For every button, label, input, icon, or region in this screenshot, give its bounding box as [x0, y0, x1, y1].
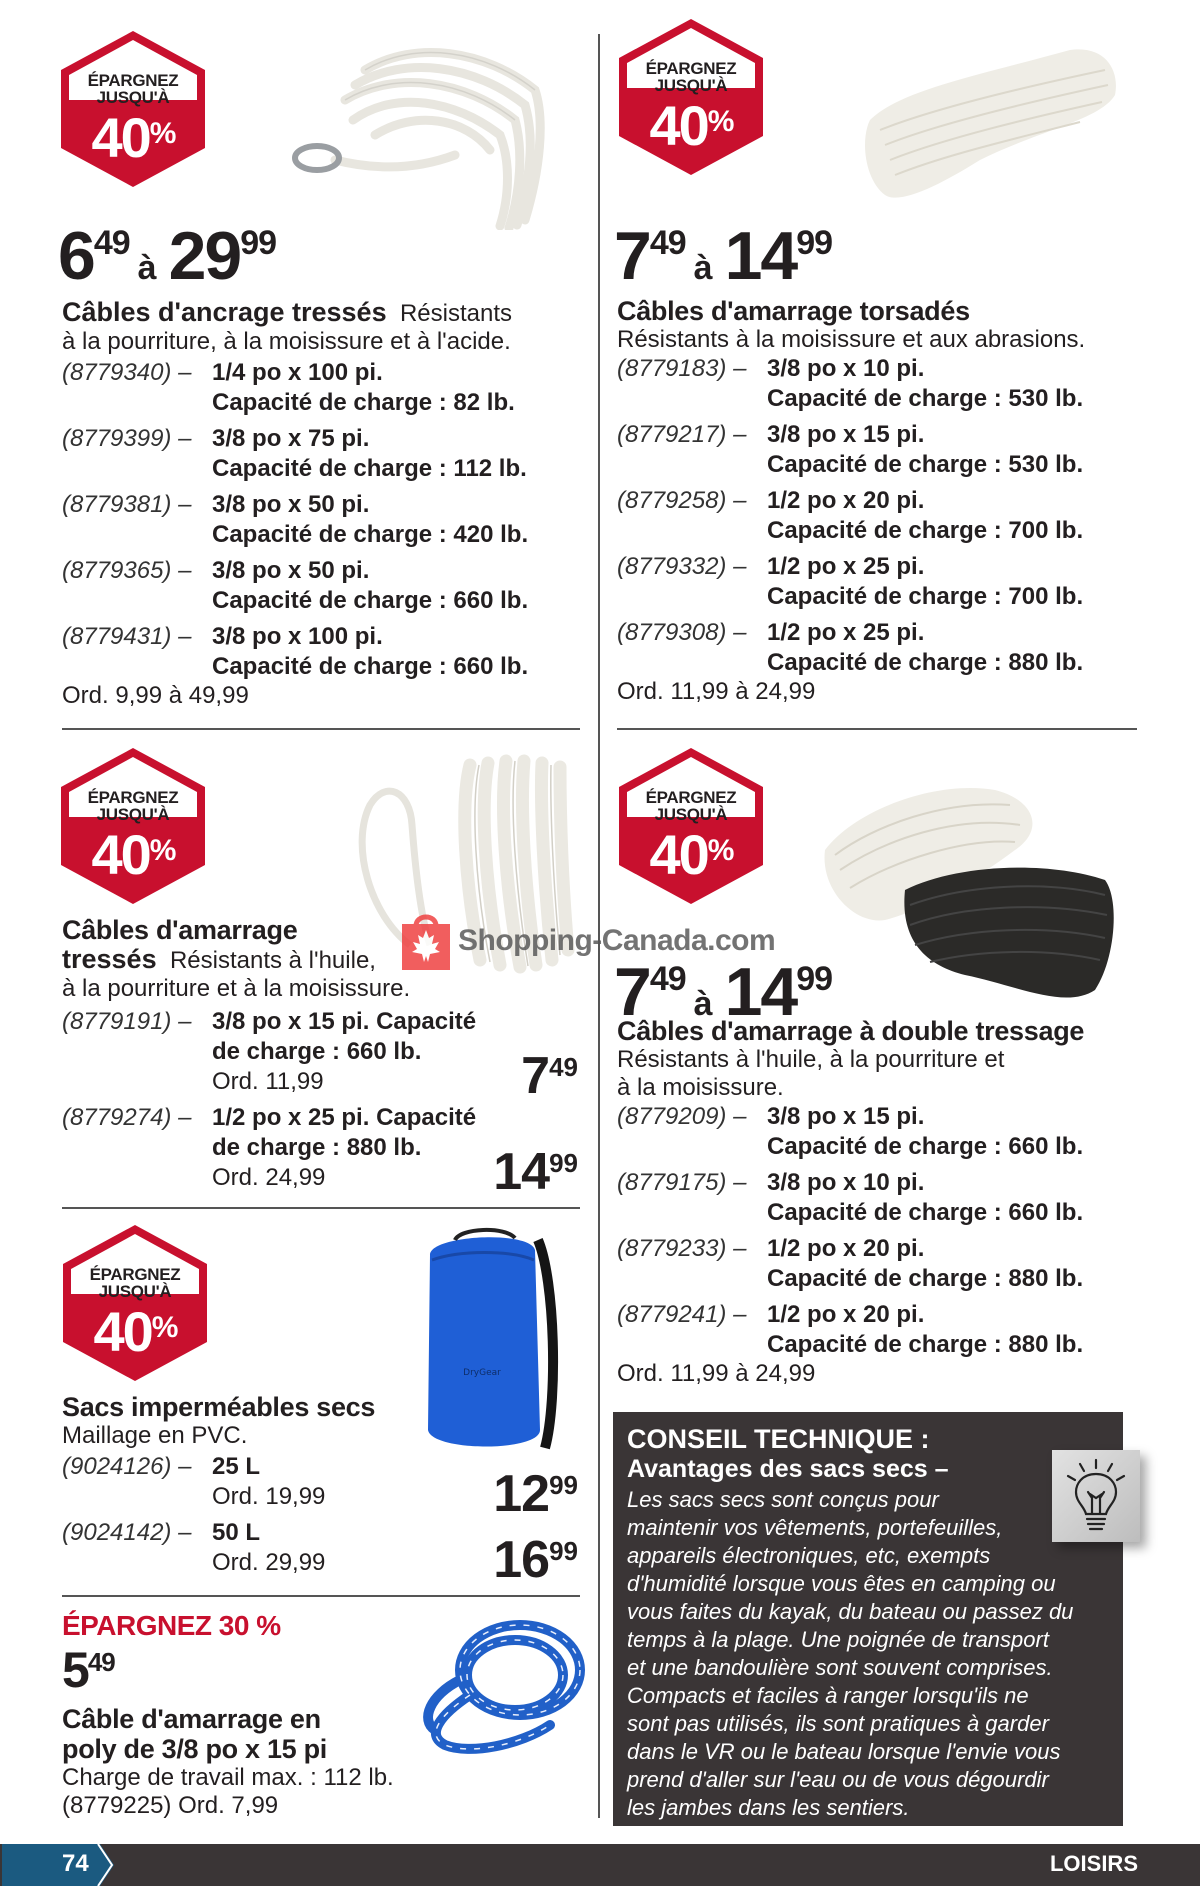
regular-price: Ord. 11,99 à 24,99	[617, 678, 816, 705]
product-title: Câble d'amarrage en	[62, 1704, 321, 1734]
maple-leaf-bag-icon	[400, 910, 452, 972]
badge-line1: ÉPARGNEZ	[87, 788, 179, 807]
shopping-canada-watermark	[400, 910, 775, 972]
variant-price	[521, 1047, 578, 1105]
price-cents: 49	[87, 1647, 115, 1677]
price-cents: 99	[549, 1536, 578, 1566]
badge-line2: JUSQU'À	[96, 88, 170, 107]
variant-spec: 3/8 po x 50 pi.	[212, 491, 370, 518]
page-number-tab	[2, 1844, 114, 1886]
variant-row	[617, 618, 1147, 678]
price-cents: 99	[549, 1470, 578, 1500]
badge-percent-sign: %	[149, 834, 175, 867]
variant-spec: 3/8 po x 50 pi.	[212, 557, 370, 584]
anchor-rope-image	[285, 30, 550, 230]
product-title: Câbles d'amarrage à double tressage	[617, 1016, 1085, 1046]
badge-percent: 40	[93, 1300, 152, 1363]
variant-capacity: Capacité de charge : 880 lb.	[767, 1331, 1084, 1358]
variant-capacity: Capacité de charge : 880 lb.	[767, 1265, 1084, 1292]
section-divider	[62, 1207, 580, 1209]
tip-line: sont pas utilisés, ils sont pratiques à garder	[627, 1711, 1049, 1736]
badge-percent-sign: %	[149, 117, 175, 150]
price-int: 12	[493, 1465, 550, 1523]
tip-heading: CONSEIL TECHNIQUE :	[627, 1424, 930, 1454]
badge-percent: 40	[91, 823, 150, 886]
variant-spec: 1/2 po x 20 pi.	[767, 1235, 925, 1262]
variant-row	[62, 1007, 582, 1097]
product-desc-line2: à la moisissure.	[617, 1074, 784, 1101]
price-cents: 99	[549, 1148, 578, 1178]
variant-sku: (8779399) –	[62, 425, 192, 452]
variant-capacity: Capacité de charge : 660 lb.	[767, 1133, 1084, 1160]
badge-line1: ÉPARGNEZ	[89, 1265, 181, 1284]
variant-capacity: Capacité de charge : 82 lb.	[212, 389, 515, 416]
variant-row	[617, 1168, 1147, 1228]
price-from-int: 6	[58, 218, 94, 294]
double-braid-rope-image	[815, 770, 1125, 1010]
price-from-cents: 49	[93, 224, 130, 262]
variant-sku: (8779217) –	[617, 421, 747, 448]
bag-brand-text: DryGear	[463, 1368, 501, 1378]
variant-capacity: Capacité de charge : 112 lb.	[212, 455, 527, 482]
regular-price: Ord. 11,99 à 24,99	[617, 1360, 816, 1387]
tip-line: Compacts et faciles à ranger lorsqu'ils ne	[627, 1683, 1029, 1708]
page-number: 74	[62, 1850, 89, 1877]
product-desc: Résistants à la moisissure et aux abrasions.	[617, 326, 1086, 353]
variant-regular-price: Ord. 19,99	[212, 1483, 326, 1510]
product-desc-line2: à la pourriture, à la moisissure et à l'acide.	[62, 328, 511, 355]
badge-percent-sign: %	[151, 1311, 177, 1344]
badge-line1: ÉPARGNEZ	[87, 71, 179, 90]
price-to-int: 14	[724, 954, 797, 1030]
badge-percent: 40	[649, 823, 708, 886]
section-name: LOISIRS	[1049, 1851, 1138, 1876]
price-from-cents: 49	[649, 960, 686, 998]
regular-price: Ord. 9,99 à 49,99	[62, 682, 249, 709]
variant-row	[617, 420, 1147, 480]
variant-sku: (8779381) –	[62, 491, 192, 518]
badge-line1: ÉPARGNEZ	[645, 59, 737, 78]
badge-percent-sign: %	[707, 105, 733, 138]
price-int: 5	[62, 1642, 88, 1698]
variant-price	[493, 1465, 578, 1523]
price-int: 16	[493, 1531, 550, 1589]
variant-row	[62, 490, 582, 550]
variant-row	[617, 354, 1147, 414]
variant-row	[617, 1300, 1147, 1360]
product-desc: Résistants à l'huile,	[169, 947, 376, 974]
variant-row	[617, 1234, 1147, 1294]
variant-sku: (8779308) –	[617, 619, 747, 646]
variant-row	[617, 1102, 1147, 1162]
variant-spec: 1/4 po x 100 pi.	[212, 359, 383, 386]
price-range	[614, 218, 833, 294]
variant-spec: 3/8 po x 15 pi.	[767, 421, 925, 448]
tip-line: les jambes dans les sentiers.	[627, 1795, 910, 1820]
product-title: Câbles d'amarrage	[62, 915, 298, 945]
variant-capacity: Capacité de charge : 700 lb.	[767, 583, 1084, 610]
price-int: 7	[521, 1047, 550, 1105]
tech-tip-box	[613, 1412, 1123, 1826]
variant-sku: (8779431) –	[62, 623, 192, 650]
variant-sku: (9024126) –	[62, 1453, 192, 1480]
price-from-cents: 49	[649, 224, 686, 262]
variant-spec: 1/2 po x 25 pi.	[767, 619, 925, 646]
variant-capacity: Capacité de charge : 530 lb.	[767, 451, 1084, 478]
price-cents: 49	[549, 1052, 578, 1082]
tip-line: d'humidité lorsque vous êtes en camping ou	[627, 1571, 1056, 1596]
badge-percent: 40	[649, 94, 708, 157]
variant-capacity: Capacité de charge : 660 lb.	[212, 653, 529, 680]
variant-row	[62, 622, 582, 682]
badge-percent: 40	[91, 106, 150, 169]
product-desc: Maillage en PVC.	[62, 1422, 248, 1449]
product-title: Câbles d'ancrage tressés	[62, 297, 387, 327]
badge-line2: JUSQU'À	[96, 805, 170, 824]
lightbulb-icon	[1052, 1450, 1140, 1542]
variant-spec: 25 L	[212, 1453, 261, 1480]
variant-sku: (8779332) –	[617, 553, 747, 580]
variant-spec: 3/8 po x 10 pi.	[767, 355, 925, 382]
discount-badge	[58, 745, 208, 907]
variant-row	[62, 424, 582, 484]
price-to-int: 29	[168, 218, 241, 294]
product-title-line2: tressés	[62, 944, 157, 974]
variant-price	[493, 1531, 578, 1589]
variant-spec: 1/2 po x 20 pi.	[767, 487, 925, 514]
product-desc-line2: à la pourriture et à la moisissure.	[62, 975, 411, 1002]
variant-row	[62, 556, 582, 616]
chevron-tab-shape	[2, 1844, 114, 1886]
badge-percent-sign: %	[707, 834, 733, 867]
price-to-word: à	[137, 249, 157, 287]
tip-line: prend d'aller sur l'eau ou de vous dégourdir	[627, 1767, 1049, 1792]
variant-row	[62, 358, 582, 418]
price-from-int: 7	[614, 954, 650, 1030]
product-desc: Résistants à l'huile, à la pourriture et	[617, 1046, 1005, 1073]
discount-badge	[58, 28, 208, 190]
price-int: 14	[493, 1143, 550, 1201]
variant-regular-price: Ord. 29,99	[212, 1549, 326, 1576]
variant-spec: 1/2 po x 25 pi. Capacité	[212, 1104, 477, 1131]
variant-capacity: de charge : 660 lb.	[212, 1038, 422, 1065]
product-title: Sacs imperméables secs	[62, 1392, 376, 1422]
badge-line2: JUSQU'À	[98, 1282, 172, 1301]
variant-sku: (9024142) –	[62, 1519, 192, 1546]
variant-row	[617, 552, 1147, 612]
tip-line: dans le VR ou le bateau lorsque l'envie vous	[627, 1739, 1061, 1764]
badge-line1: ÉPARGNEZ	[645, 788, 737, 807]
section-divider	[617, 728, 1137, 730]
twisted-rope-image	[840, 30, 1140, 210]
variant-sku: (8779209) –	[617, 1103, 747, 1130]
variant-sku: (8779258) –	[617, 487, 747, 514]
tip-line: Les sacs secs sont conçus pour	[627, 1487, 939, 1512]
variant-price	[493, 1143, 578, 1201]
variant-capacity: Capacité de charge : 420 lb.	[212, 521, 529, 548]
variant-sku: (8779191) –	[62, 1008, 192, 1035]
variant-sku: (8779233) –	[617, 1235, 747, 1262]
variant-regular-price: Ord. 11,99	[212, 1068, 324, 1095]
variant-regular-price: Ord. 24,99	[212, 1164, 326, 1191]
sku-regular-price: (8779225) Ord. 7,99	[62, 1792, 279, 1819]
discount-badge	[60, 1222, 210, 1384]
variant-spec: 3/8 po x 15 pi.	[767, 1103, 925, 1130]
price-to-cents: 99	[796, 960, 833, 998]
variant-spec: 1/2 po x 25 pi.	[767, 553, 925, 580]
variant-spec: 3/8 po x 10 pi.	[767, 1169, 925, 1196]
variant-sku: (8779340) –	[62, 359, 192, 386]
price-to-int: 14	[724, 218, 797, 294]
variant-capacity: Capacité de charge : 530 lb.	[767, 385, 1084, 412]
variant-capacity: Capacité de charge : 660 lb.	[767, 1199, 1084, 1226]
price-to-cents: 99	[240, 224, 277, 262]
variant-sku: (8779175) –	[617, 1169, 747, 1196]
product-desc: Résistants	[399, 300, 512, 327]
price-to-word: à	[693, 985, 713, 1023]
badge-line2: JUSQU'À	[654, 805, 728, 824]
variant-capacity: Capacité de charge : 700 lb.	[767, 517, 1084, 544]
product-desc: Charge de travail max. : 112 lb.	[62, 1764, 394, 1791]
product-title: Câbles d'amarrage torsadés	[617, 296, 970, 326]
watermark-text: Shopping-Canada.com	[458, 924, 776, 957]
variant-capacity: Capacité de charge : 660 lb.	[212, 587, 529, 614]
variant-spec: 3/8 po x 100 pi.	[212, 623, 383, 650]
tip-body	[627, 1486, 1109, 1822]
variant-spec: 3/8 po x 75 pi.	[212, 425, 370, 452]
variant-row	[617, 486, 1147, 546]
price	[62, 1642, 115, 1698]
variant-sku: (8779365) –	[62, 557, 192, 584]
price-to-word: à	[693, 249, 713, 287]
variant-spec: 50 L	[212, 1519, 261, 1546]
discount-badge	[616, 16, 766, 178]
badge-line2: JUSQU'À	[654, 76, 728, 95]
price-to-cents: 99	[796, 224, 833, 262]
variant-spec: 3/8 po x 15 pi. Capacité	[212, 1008, 477, 1035]
variant-sku: (8779183) –	[617, 355, 747, 382]
discount-badge	[616, 745, 766, 907]
footer-bar	[0, 1844, 1200, 1886]
tip-line: et une bandoulière sont souvent comprises.	[627, 1655, 1053, 1680]
price-range	[58, 218, 277, 294]
tip-line: appareils électroniques, etc, exempts	[627, 1543, 991, 1568]
variant-capacity: Capacité de charge : 880 lb.	[767, 649, 1084, 676]
price-from-int: 7	[614, 218, 650, 294]
save-label: ÉPARGNEZ 30 %	[62, 1610, 281, 1641]
variant-capacity: de charge : 880 lb.	[212, 1134, 422, 1161]
variant-sku: (8779241) –	[617, 1301, 747, 1328]
tip-line: vous faites du kayak, du bateau ou passez du	[627, 1599, 1074, 1624]
tip-line: temps à la plage. Une poignée de transport	[627, 1627, 1049, 1652]
section-divider	[62, 728, 580, 730]
product-title-line2: poly de 3/8 po x 15 pi	[62, 1734, 327, 1764]
variant-spec: 1/2 po x 20 pi.	[767, 1301, 925, 1328]
tip-line: maintenir vos vêtements, portefeuilles,	[627, 1515, 1003, 1540]
section-divider	[62, 1595, 580, 1597]
variant-sku: (8779274) –	[62, 1104, 192, 1131]
tip-subheading: Avantages des sacs secs –	[627, 1455, 949, 1483]
